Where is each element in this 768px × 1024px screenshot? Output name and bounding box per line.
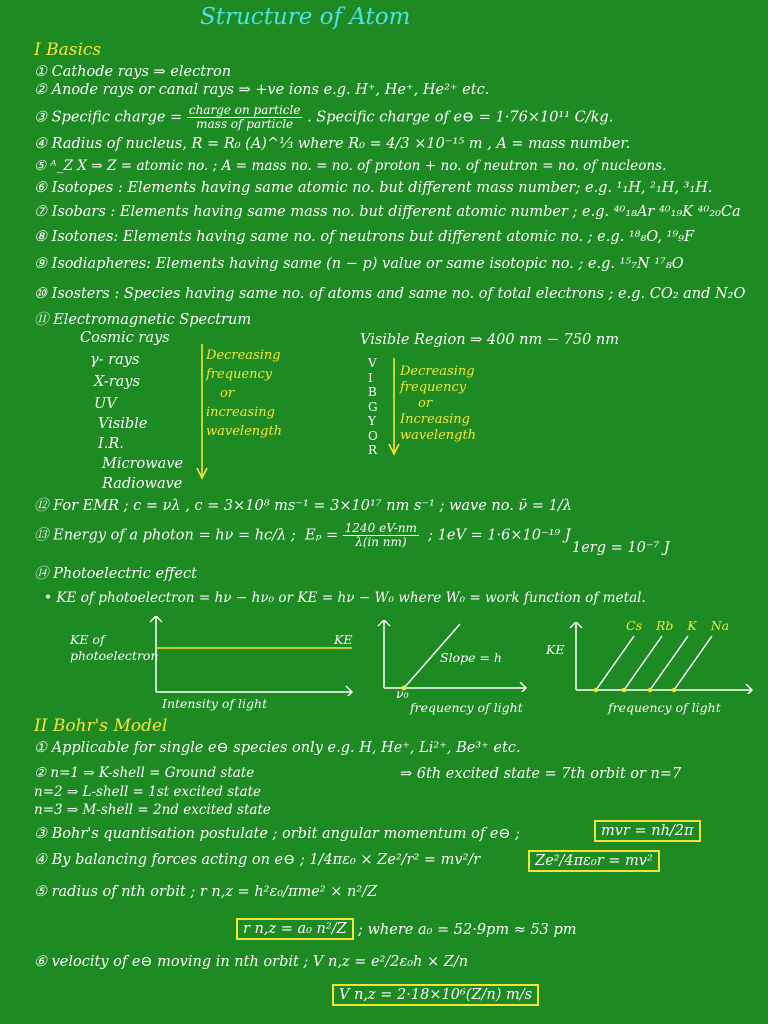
spectrum-item-visible: Visible xyxy=(98,416,148,432)
vibgyor-b: B xyxy=(368,385,377,399)
right-note-line-4: Increasing xyxy=(400,412,470,427)
spectrum-item-cosmic: Cosmic rays xyxy=(80,330,170,346)
section-basics-heading: I Basics xyxy=(34,40,102,60)
spectrum-item-uv: UV xyxy=(94,396,117,412)
spectrum-right-note xyxy=(400,364,476,444)
left-note-line-2: frequency xyxy=(206,367,273,382)
spectrum-item-ir: I.R. xyxy=(98,436,124,452)
vibgyor-r: R xyxy=(368,443,378,457)
bohr-line-2: ② n=1 ⇒ K-shell = Ground state xyxy=(34,765,255,781)
graph2-origin-label: ν₀ xyxy=(396,686,409,701)
graph1-axes xyxy=(146,616,356,696)
graph3-ylabel: KE xyxy=(546,642,565,657)
metal-cs: Cs xyxy=(626,618,642,633)
right-note-line-3: or xyxy=(418,396,433,411)
basics-line-7: ⑦ Isobars : Elements having same mass no. but different atomic number ; e.g. ⁴⁰₁₈Ar ⁴⁰₁₉K ⁴⁰₂₀Ca xyxy=(34,204,741,220)
bohr-line-3: ③ Bohr's quantisation postulate ; orbit angular momentum of e⊖ ; xyxy=(34,826,521,842)
bohr-excited-state: ⇒ 6th excited state = 7th orbit or n=7 xyxy=(400,766,682,782)
specific-charge-fraction xyxy=(187,104,303,131)
vibgyor-list xyxy=(368,356,378,458)
graph2-ylabel: KE xyxy=(334,632,353,647)
vibgyor-o: O xyxy=(368,428,378,443)
left-note-line-4: increasing xyxy=(206,405,275,420)
bohr-line-6: ⑥ velocity of e⊖ moving in nth orbit ; V n,z = e²/2ε₀h × Z/n xyxy=(34,954,469,970)
ep-fraction xyxy=(343,522,419,549)
vibgyor-g: G xyxy=(368,399,378,414)
right-note-line-2: frequency xyxy=(400,380,467,395)
erg-conversion: 1erg = 10⁻⁷ J xyxy=(572,540,670,556)
ep-label: Eₚ = xyxy=(304,527,339,544)
metal-k: K xyxy=(687,618,697,633)
vibgyor-v: V xyxy=(368,356,377,370)
velocity-box: V n,z = 2·18×10⁶(Z/n) m/s xyxy=(332,984,539,1006)
line-12-emr: ⑫ For EMR ; c = νλ , c = 3×10⁸ ms⁻¹ = 3×10¹⁷ nm s⁻¹ ; wave no. ν̄ = 1/λ xyxy=(34,498,572,514)
basics-line-11: ⑪ Electromagnetic Spectrum xyxy=(34,312,252,328)
vibgyor-y: Y xyxy=(368,414,376,428)
left-note-line-5: wavelength xyxy=(206,424,283,439)
radius-box: r n,z = a₀ n²/Z xyxy=(236,918,354,940)
bohr-line-2c: n=3 ⇒ M-shell = 2nd excited state xyxy=(34,802,271,818)
graph2-slope-label: Slope = h xyxy=(440,650,502,665)
basics-line-8: ⑧ Isotones: Elements having same no. of neutrons but different atomic no. ; e.g. ¹⁸₈O, ¹⁹₉F xyxy=(34,229,695,245)
basics-line-9: ⑨ Isodiapheres: Elements having same (n − p) value or same isotopic no. ; e.g. ¹⁵₇N ¹⁷₈O xyxy=(34,256,684,272)
specific-charge-denominator: mass of particle xyxy=(196,117,294,131)
basics-line-5: ⑤ ᴬ_Z X ⇒ Z = atomic no. ; A = mass no. = no. of proton + no. of neutron = no. of nucleons. xyxy=(34,158,667,174)
spectrum-item-microwave: Microwave xyxy=(102,456,184,472)
ke-equation-line: • KE of photoelectron = hν − hν₀ or KE = hν − W₀ where W₀ = work function of metal. xyxy=(44,590,646,606)
spectrum-item-xray: X-rays xyxy=(94,374,140,390)
bohr-radius-note: ; where a₀ = 52·9pm ≈ 53 pm xyxy=(358,922,577,938)
basics-line-10: ⑩ Isosters : Species having same no. of atoms and same no. of total electrons ; e.g. CO₂ and N₂O xyxy=(34,286,746,302)
quantisation-box: mvr = nh/2π xyxy=(594,820,701,842)
right-note-line-5: wavelength xyxy=(400,428,477,443)
ev-conversion: ; 1eV = 1·6×10⁻¹⁹ J xyxy=(428,527,571,544)
bohr-line-4: ④ By balancing forces acting on e⊖ ; 1/4πε₀ × Ze²/r² = mv²/r xyxy=(34,852,481,868)
graph3-line-na xyxy=(674,636,712,690)
bohr-line-2b: n=2 ⇒ L-shell = 1st excited state xyxy=(34,784,262,800)
bohr-line-5: ⑤ radius of nth orbit ; r n,z = h²ε₀/πme² × n²/Z xyxy=(34,884,378,900)
basics-line-2: ② Anode rays or canal rays ⇒ +ve ions e.g. H⁺, He⁺, He²⁺ etc. xyxy=(34,82,490,98)
graph1-ylabel-line-1: KE of xyxy=(70,632,105,647)
vibgyor-i: I xyxy=(368,370,373,385)
line-14-photoelectric: ⑭ Photoelectric effect xyxy=(34,566,197,582)
left-note-line-1: Decreasing xyxy=(206,348,281,363)
specific-charge-rest: . Specific charge of e⊖ = 1·76×10¹¹ C/kg. xyxy=(307,109,614,126)
graph3-xlabel: frequency of light xyxy=(608,700,721,715)
right-note-line-1: Decreasing xyxy=(400,364,475,379)
force-balance-box: Ze²/4πε₀r = mv² xyxy=(528,850,660,872)
basics-line-1: ① Cathode rays ⇒ electron xyxy=(34,64,232,80)
graph3-axes xyxy=(566,622,756,694)
visible-region-title: Visible Region ⇒ 400 nm − 750 nm xyxy=(360,332,620,348)
spectrum-left-note xyxy=(206,346,282,441)
basics-line-6: ⑥ Isotopes : Elements having same atomic no. but different mass number; e.g. ¹₁H, ²₁H, ³₁H. xyxy=(34,180,713,196)
ep-numerator: 1240 eV-nm xyxy=(344,521,417,535)
page-title: Structure of Atom xyxy=(200,4,411,30)
basics-line-3 xyxy=(34,104,613,131)
basics-line-4: ④ Radius of nucleus, R = R₀ (A)^⅓ where R₀ = 4/3 ×10⁻¹⁵ m , A = mass number. xyxy=(34,136,631,152)
metal-na: Na xyxy=(710,618,730,633)
spectrum-item-radiowave: Radiowave xyxy=(102,476,183,492)
section-bohr-heading: II Bohr's Model xyxy=(34,716,168,736)
ep-denominator: λ(in nm) xyxy=(355,535,407,549)
graph2-xlabel: frequency of light xyxy=(410,700,523,715)
left-note-line-3: or xyxy=(220,386,235,401)
metal-rb: Rb xyxy=(655,618,674,633)
photon-energy-text: ⑬ Energy of a photon = hν = hc/λ ; xyxy=(34,527,296,544)
spectrum-item-gamma: γ- rays xyxy=(90,352,140,368)
graph3-line-cs xyxy=(596,636,634,690)
graph1-xlabel: Intensity of light xyxy=(162,696,268,711)
specific-charge-label: ③ Specific charge = xyxy=(34,109,183,126)
bohr-line-1: ① Applicable for single e⊖ species only e.g. H, He⁺, Li²⁺, Be³⁺ etc. xyxy=(34,740,521,756)
graph1-ylabel-line-2: photoelectron xyxy=(70,648,159,663)
specific-charge-numerator: charge on particle xyxy=(188,103,301,117)
line-13-energy xyxy=(34,522,571,549)
